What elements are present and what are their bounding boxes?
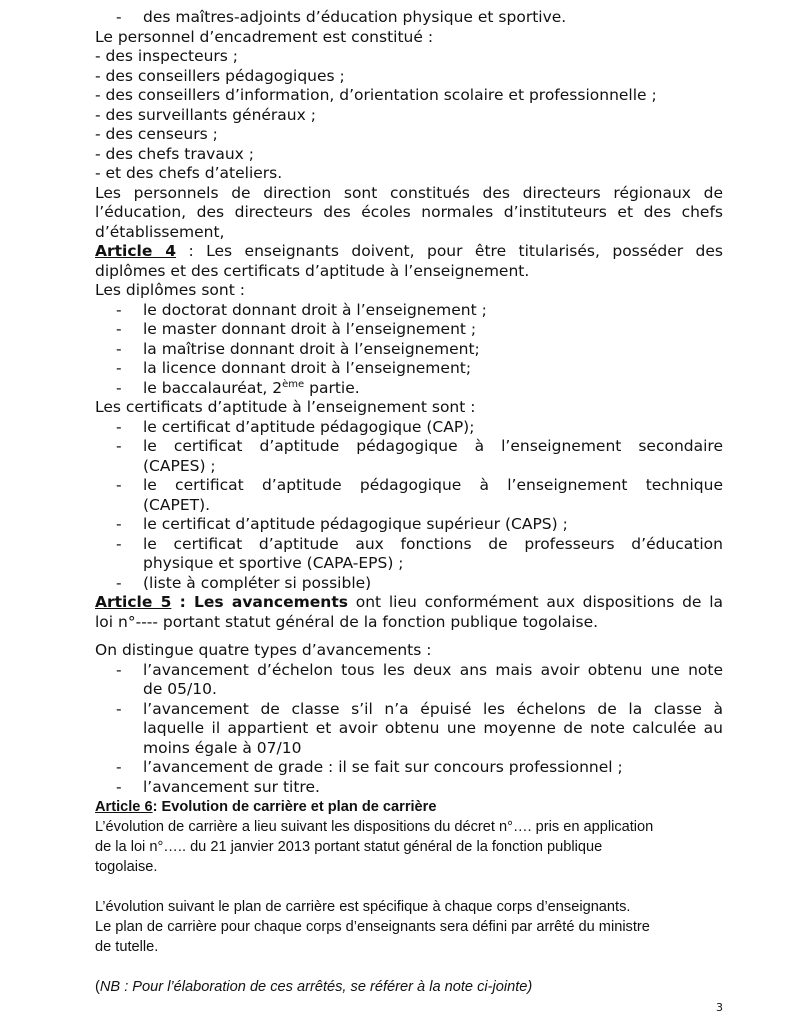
article-4-heading: Article 4 xyxy=(95,242,177,260)
text-line: diplômes et des certificats d’aptitude à l’enseignement. xyxy=(95,261,530,280)
list-item: - des censeurs ; xyxy=(95,125,218,143)
list-item: - le certificat d’aptitude pédagogique supérieur (CAPS) ; xyxy=(116,515,568,533)
list-item: - le certificat d’aptitude aux fonctions de professeurs d’éducation xyxy=(116,534,723,553)
text-line: l’éducation, des directeurs des écoles normales d’instituteurs et des chefs xyxy=(95,203,723,221)
list-item: - le master donnant droit à l’enseignement ; xyxy=(116,320,477,338)
list-item: - des inspecteurs ; xyxy=(95,47,239,65)
text-line: togolaise. xyxy=(95,859,158,875)
text-line: Les certificats d’aptitude à l’enseignement sont : xyxy=(95,398,476,416)
article-6-line: Article 6: Evolution de carrière et plan de carrière xyxy=(95,799,437,815)
page-number: 3 xyxy=(716,1001,723,1014)
text-line: Les personnels de direction sont constitués des directeurs régionaux de xyxy=(95,183,723,202)
article-6-section xyxy=(95,797,723,997)
article-4-line: Article 4 : Les enseignants doivent, pour être titularisés, posséder des xyxy=(95,242,723,260)
list-item-continuation: (CAPET). xyxy=(143,495,211,514)
list-item-continuation: de 05/10. xyxy=(143,680,217,698)
list-item: - l’avancement d’échelon tous les deux ans mais avoir obtenu une note xyxy=(116,660,723,679)
list-item: - la licence donnant droit à l’enseignement; xyxy=(116,359,472,377)
list-item-continuation: moins égale à 07/10 xyxy=(143,738,302,757)
list-item-continuation: physique et sportive (CAPA-EPS) ; xyxy=(143,554,404,572)
text-line: de tutelle. xyxy=(95,939,159,955)
text-line: loi n°---- portant statut général de la fonction publique togolaise. xyxy=(95,612,599,631)
list-item: - des conseillers pédagogiques ; xyxy=(95,66,345,85)
note-line: (NB : Pour l’élaboration de ces arrêtés, se référer à la note ci-jointe) xyxy=(95,979,533,995)
list-item: - le baccalauréat, 2ème partie. xyxy=(116,378,360,397)
list-item-continuation: laquelle il appartient et avoir obtenu une moyenne de note calculée au xyxy=(143,719,723,737)
list-item: - des maîtres-adjoints d’éducation physique et sportive. xyxy=(116,8,567,26)
list-item: - le certificat d’aptitude pédagogique à l’enseignement secondaire xyxy=(116,437,723,455)
text-line: Le plan de carrière pour chaque corps d’enseignants sera défini par arrêté du ministre xyxy=(95,919,650,935)
list-item: - des conseillers d’information, d’orientation scolaire et professionnelle ; xyxy=(95,86,657,104)
text-line: On distingue quatre types d’avancements : xyxy=(95,641,432,659)
text-line: L’évolution de carrière a lieu suivant les dispositions du décret n°…. pris en application xyxy=(95,819,654,835)
article-5-line: Article 5 : Les avancements ont lieu conformément aux dispositions de la xyxy=(95,593,723,611)
list-item: - l’avancement de classe s’il n’a épuisé les échelons de la classe à xyxy=(116,699,723,718)
text-line: de la loi n°….. du 21 janvier 2013 portant statut général de la fonction publique xyxy=(95,839,603,855)
list-item: - et des chefs d’ateliers. xyxy=(95,164,283,182)
list-item: - des chefs travaux ; xyxy=(95,144,255,163)
list-item: - le doctorat donnant droit à l’enseignement ; xyxy=(116,300,487,319)
document-page xyxy=(95,8,723,997)
article-6-heading: Article 6 xyxy=(95,799,153,815)
list-item: - l’avancement sur titre. xyxy=(116,777,320,796)
list-item: - le certificat d’aptitude pédagogique à l’enseignement technique xyxy=(116,476,723,494)
text-line: d’établissement, xyxy=(95,222,225,241)
list-item: - des surveillants généraux ; xyxy=(95,105,316,124)
text-line: Les diplômes sont : xyxy=(95,281,245,299)
list-item: - (liste à compléter si possible) xyxy=(116,573,372,592)
article-5-heading: Article 5 xyxy=(95,593,172,611)
list-item: - le certificat d’aptitude pédagogique (CAP); xyxy=(116,417,475,436)
text-line: Le personnel d’encadrement est constitué : xyxy=(95,27,434,46)
list-item: - l’avancement de grade : il se fait sur concours professionnel ; xyxy=(116,758,623,776)
text-line: L’évolution suivant le plan de carrière est spécifique à chaque corps d’enseignants. xyxy=(95,899,631,915)
list-item: - la maîtrise donnant droit à l’enseignement; xyxy=(116,339,480,358)
list-item-continuation: (CAPES) ; xyxy=(143,456,216,475)
